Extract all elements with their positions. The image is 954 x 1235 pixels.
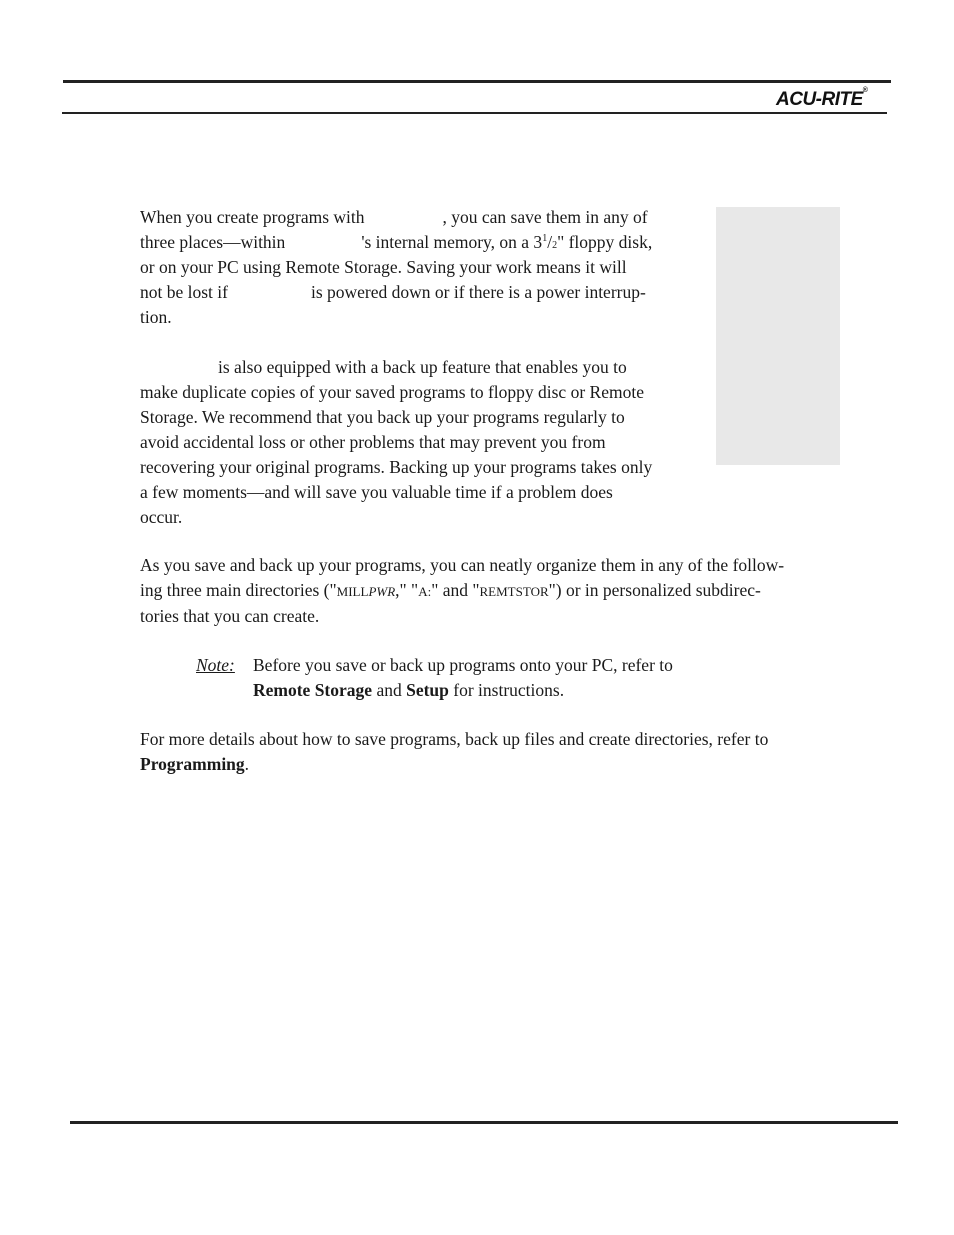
p1-line2a: three places—within xyxy=(140,232,286,252)
note-label: Note: xyxy=(196,655,235,675)
fraction-slash: / xyxy=(547,232,553,252)
p3-line1: As you save and back up your programs, you can neatly organize them in any of the follow- xyxy=(140,555,785,575)
paragraph-more-details xyxy=(140,727,840,777)
p2-line6: a few moments—and will save you valuable time if a problem does xyxy=(140,482,613,502)
p2-line2: make duplicate copies of your saved programs to floppy disc or Remote xyxy=(140,382,644,402)
sidebar-box xyxy=(716,207,840,465)
footer-rule xyxy=(70,1121,898,1124)
paragraph-backup xyxy=(140,355,700,530)
note-line1: Before you save or back up programs onto your PC, refer to xyxy=(253,655,673,675)
registered-mark: ® xyxy=(862,87,868,94)
ref-programming: Programming xyxy=(140,754,245,774)
header-top-rule xyxy=(63,80,891,83)
p1-line2b: 's internal memory, on a 3 xyxy=(361,232,543,252)
p3-line3: tories that you can create. xyxy=(140,606,320,626)
p1-line4a: not be lost if xyxy=(140,282,228,302)
note-and: and xyxy=(372,680,407,700)
dir-a: A: xyxy=(418,584,432,599)
dir-millpwr-a: MILL xyxy=(336,584,369,599)
p1-line2c: " floppy disk, xyxy=(557,232,653,252)
p1-line3: or on your PC using Remote Storage. Saving your work means it will xyxy=(140,257,627,277)
p2-line3: Storage. We recommend that you back up your programs regularly to xyxy=(140,407,625,427)
fraction-numerator: 1 xyxy=(542,233,548,245)
note-text xyxy=(253,653,753,703)
paragraph-save-locations xyxy=(140,205,700,330)
p1-line4b: is powered down or if there is a power interrup- xyxy=(310,282,646,302)
p2-line7: occur. xyxy=(140,507,183,527)
dir-remtstor: REMTSTOR xyxy=(479,584,549,599)
acu-rite-logo xyxy=(776,89,867,111)
p3-line2b: ," " xyxy=(395,580,419,600)
p1-line5: tion. xyxy=(140,307,172,327)
p3-line2a: ing three main directories (" xyxy=(140,580,337,600)
ref-remote-storage: Remote Storage xyxy=(253,680,373,700)
p4-end: . xyxy=(244,754,250,774)
p3-line2d: ") or in personalized subdirec- xyxy=(548,580,761,600)
p1-line1a: When you create programs with xyxy=(140,207,365,227)
logo-text: ACU-RITE xyxy=(776,89,863,110)
p2-line4: avoid accidental loss or other problems that may prevent you from xyxy=(140,432,606,452)
p4-line1: For more details about how to save programs, back up files and create directories, refer to xyxy=(140,729,769,749)
ref-setup: Setup xyxy=(406,680,449,700)
fraction-denominator: 2 xyxy=(552,240,558,251)
note-line2-end: for instructions. xyxy=(448,680,565,700)
header-bottom-rule xyxy=(62,112,887,114)
dir-millpwr-b: PWR xyxy=(368,584,396,599)
p2-line5: recovering your original programs. Backing up your programs takes only xyxy=(140,457,653,477)
p2-line1: is also equipped with a back up feature that enables you to xyxy=(218,357,627,377)
p1-line1b: , you can save them in any of xyxy=(442,207,648,227)
p3-line2c: " and " xyxy=(431,580,480,600)
paragraph-directories xyxy=(140,553,840,629)
